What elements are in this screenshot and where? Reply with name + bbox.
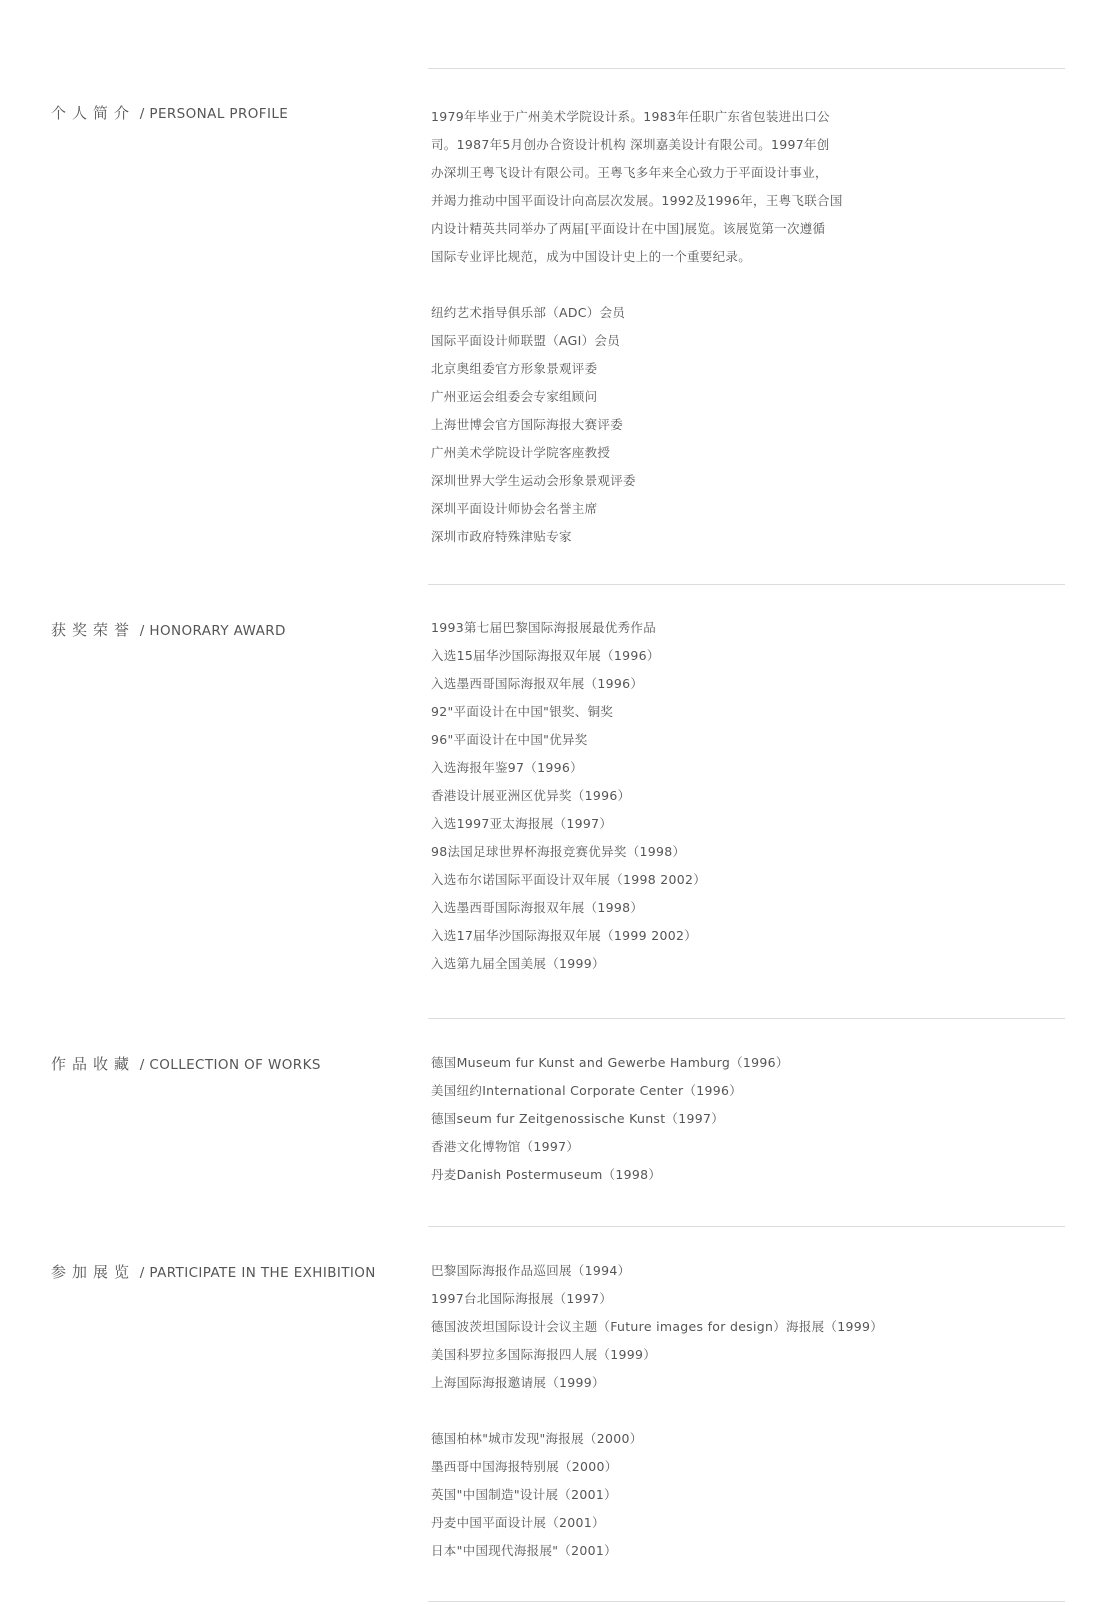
- section-heading: [51, 103, 288, 124]
- section-heading: [51, 1262, 376, 1283]
- list-item: 深圳世界大学生运动会形象景观评委: [431, 473, 636, 488]
- profile-paragraph: [431, 103, 1071, 271]
- list-item: 德国波茨坦国际设计会议主题（Future images for design）海报展（1999）: [431, 1319, 884, 1334]
- list-item: 1993第七届巴黎国际海报展最优秀作品: [431, 620, 657, 635]
- paragraph-line: 1979年毕业于广州美术学院设计系。1983年任职广东省包装进出口公: [431, 109, 830, 124]
- list-item: 入选墨西哥国际海报双年展（1996）: [431, 676, 644, 691]
- paragraph-line: 并竭力推动中国平面设计向高层次发展。1992及1996年，王粤飞联合国: [431, 193, 843, 208]
- list-item: 纽约艺术指导俱乐部（ADC）会员: [431, 305, 626, 320]
- list-item: 墨西哥中国海报特别展（2000）: [431, 1459, 618, 1474]
- divider-top: [428, 68, 1065, 69]
- list-item: 92"平面设计在中国"银奖、铜奖: [431, 704, 614, 719]
- list-item: 巴黎国际海报作品巡回展（1994）: [431, 1263, 631, 1278]
- list-item: 入选15届华沙国际海报双年展（1996）: [431, 648, 660, 663]
- list-item: 美国科罗拉多国际海报四人展（1999）: [431, 1347, 657, 1362]
- section-heading: [51, 1054, 321, 1075]
- heading-en: / PERSONAL PROFILE: [139, 106, 289, 122]
- heading-zh: 参加展览: [51, 1263, 136, 1281]
- list-item: 丹麦中国平面设计展（2001）: [431, 1515, 605, 1530]
- heading-en: / PARTICIPATE IN THE EXHIBITION: [139, 1265, 376, 1281]
- list-item: 日本"中国现代海报展"（2001）: [431, 1543, 617, 1558]
- list-item: 丹麦Danish Postermuseum（1998）: [431, 1167, 662, 1182]
- heading-zh: 作品收藏: [51, 1055, 136, 1073]
- paragraph-line: 办深圳王粤飞设计有限公司。王粤飞多年来全心致力于平面设计事业，: [431, 165, 828, 180]
- divider-3: [428, 1226, 1065, 1227]
- list-item: 98法国足球世界杯海报竞赛优异奖（1998）: [431, 844, 686, 859]
- list-item: 入选1997亚太海报展（1997）: [431, 816, 613, 831]
- list-item: 上海国际海报邀请展（1999）: [431, 1375, 605, 1390]
- list-item: 广州美术学院设计学院客座教授: [431, 445, 611, 460]
- list-item: 香港文化博物馆（1997）: [431, 1139, 580, 1154]
- list-item: 北京奥组委官方形象景观评委: [431, 361, 598, 376]
- section-content: [431, 1257, 1071, 1565]
- list-item: 德国柏林"城市发现"海报展（2000）: [431, 1431, 643, 1446]
- list-item: 香港设计展亚洲区优异奖（1996）: [431, 788, 631, 803]
- section-content: [431, 614, 1071, 978]
- heading-en: / HONORARY AWARD: [139, 623, 286, 639]
- list-item: 深圳市政府特殊津贴专家: [431, 529, 572, 544]
- heading-en: / COLLECTION OF WORKS: [139, 1057, 321, 1073]
- list-item: 入选17届华沙国际海报双年展（1999 2002）: [431, 928, 698, 943]
- list-item: 上海世博会官方国际海报大赛评委: [431, 417, 624, 432]
- paragraph-line: 司。1987年5月创办合资设计机构 深圳嘉美设计有限公司。1997年创: [431, 137, 830, 152]
- heading-zh: 个人简介: [51, 104, 136, 122]
- heading-zh: 获奖荣誉: [51, 621, 136, 639]
- list-item: 入选海报年鉴97（1996）: [431, 760, 583, 775]
- divider-bottom: [428, 1601, 1065, 1602]
- list-item: 英国"中国制造"设计展（2001）: [431, 1487, 617, 1502]
- list-item: 德国seum fur Zeitgenossische Kunst（1997）: [431, 1111, 725, 1126]
- paragraph-line: 国际专业评比规范，成为中国设计史上的一个重要纪录。: [431, 249, 752, 264]
- section-heading: [51, 620, 286, 641]
- list-item: 入选布尔诺国际平面设计双年展（1998 2002）: [431, 872, 707, 887]
- paragraph-line: 内设计精英共同举办了两届[平面设计在中国]展览。该展览第一次遵循: [431, 221, 826, 236]
- list-item: 1997台北国际海报展（1997）: [431, 1291, 613, 1306]
- divider-2: [428, 1018, 1065, 1019]
- list-item: 美国纽约International Corporate Center（1996）: [431, 1083, 743, 1098]
- list-item: 广州亚运会组委会专家组顾问: [431, 389, 598, 404]
- list-item: 德国Museum fur Kunst and Gewerbe Hamburg（1996）: [431, 1055, 789, 1070]
- section-content: [431, 103, 1071, 551]
- list-item: 深圳平面设计师协会名誉主席: [431, 501, 598, 516]
- section-content: [431, 1049, 1071, 1189]
- divider-1: [428, 584, 1065, 585]
- list-item: 入选第九届全国美展（1999）: [431, 956, 605, 971]
- list-item: 国际平面设计师联盟（AGI）会员: [431, 333, 621, 348]
- list-item: 96"平面设计在中国"优异奖: [431, 732, 588, 747]
- list-item: 入选墨西哥国际海报双年展（1998）: [431, 900, 644, 915]
